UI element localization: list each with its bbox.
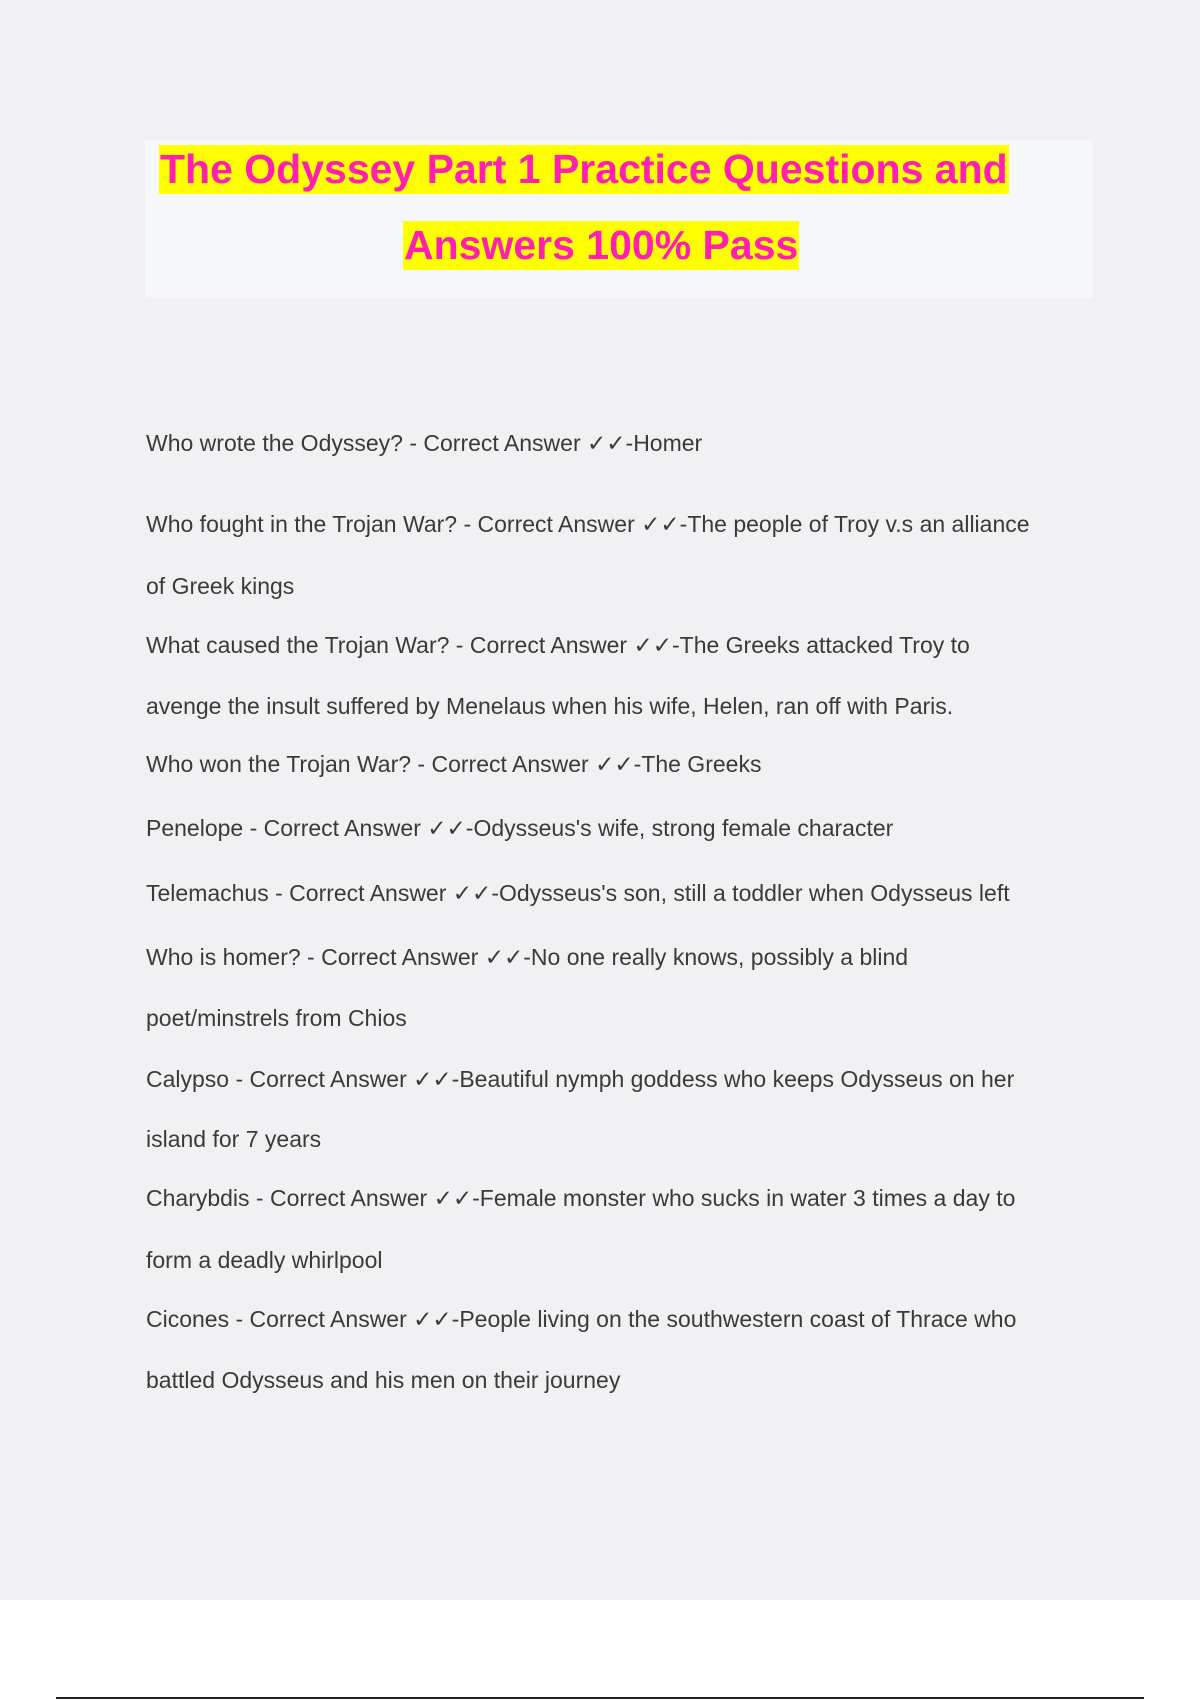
qa-line: Who won the Trojan War? - Correct Answer ✓✓-The Greeks — [146, 751, 762, 777]
qa-line: Charybdis - Correct Answer ✓✓-Female monster who sucks in water 3 times a day to — [146, 1185, 1016, 1211]
title-block — [145, 140, 1093, 298]
document-title-line-1: The Odyssey Part 1 Practice Questions and — [160, 146, 1008, 192]
qa-line: What caused the Trojan War? - Correct Answer ✓✓-The Greeks attacked Troy to — [146, 632, 970, 658]
qa-line: Cicones - Correct Answer ✓✓-People living on the southwestern coast of Thrace who — [146, 1306, 1017, 1332]
qa-line: battled Odysseus and his men on their journey — [146, 1367, 621, 1393]
qa-line: poet/minstrels from Chios — [146, 1005, 407, 1031]
document-title-line-2: Answers 100% Pass — [404, 222, 799, 268]
qa-line: Who is homer? - Correct Answer ✓✓-No one really knows, possibly a blind — [146, 944, 909, 970]
qa-line: avenge the insult suffered by Menelaus when his wife, Helen, ran off with Paris. — [146, 693, 954, 719]
qa-line: Penelope - Correct Answer ✓✓-Odysseus's wife, strong female character — [146, 815, 894, 841]
qa-line: form a deadly whirlpool — [146, 1247, 383, 1273]
qa-line: Telemachus - Correct Answer ✓✓-Odysseus's son, still a toddler when Odysseus left — [146, 880, 1010, 906]
qa-line: of Greek kings — [146, 573, 295, 599]
qa-line: Who wrote the Odyssey? - Correct Answer ✓✓-Homer — [146, 430, 703, 456]
qa-line: Calypso - Correct Answer ✓✓-Beautiful nymph goddess who keeps Odysseus on her — [146, 1066, 1015, 1092]
qa-line: Who fought in the Trojan War? - Correct Answer ✓✓-The people of Troy v.s an alliance — [146, 511, 1030, 537]
qa-line: island for 7 years — [146, 1126, 322, 1152]
footer-divider — [56, 1697, 1144, 1699]
